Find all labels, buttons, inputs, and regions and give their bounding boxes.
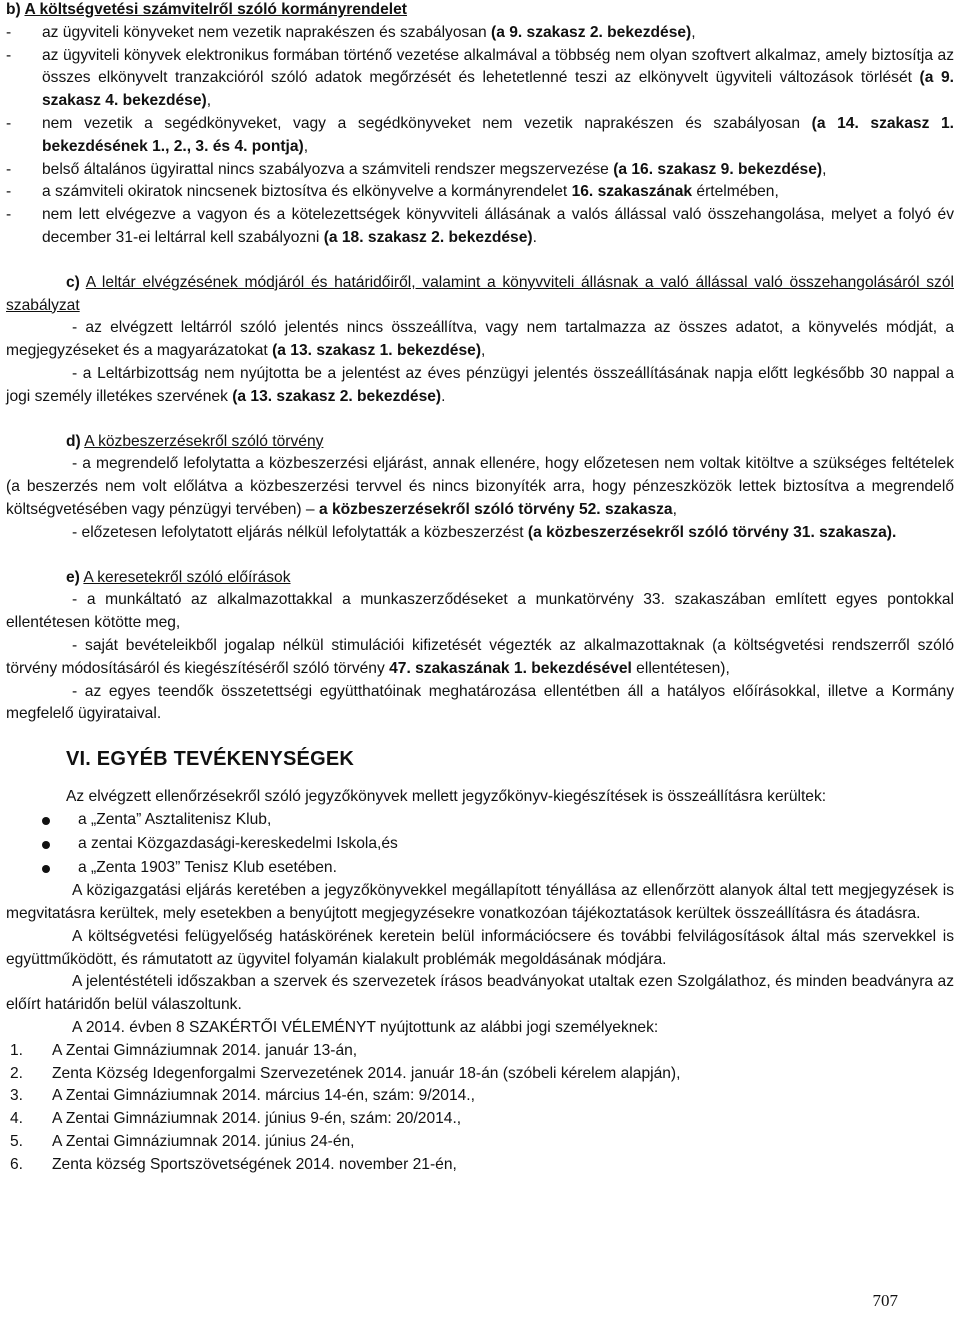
list-item-text [42,45,954,113]
section-c-heading: c) A leltár elvégzésének módjáról és határidőiről, valamint a könyvviteli állásnak a való állással való összehangolásáról szól szabályzat [6,273,954,314]
item-text-end: . [532,228,537,246]
list-item-text [42,159,954,182]
item-text-end: , [206,92,212,110]
item-text: belső általános ügyirattal nincs szabályozva a számviteli rendszer megszervezése [42,160,614,178]
list-item [6,45,954,113]
list-number: 3. [10,1087,24,1105]
paragraph: A 2014. évben 8 SZAKÉRTŐI VÉLEMÉNYT nyújtottunk az alábbi jogi személyeknek: [72,1019,659,1037]
section-e-title: A keresetekről szóló előírások [83,568,291,586]
list-item [6,833,954,857]
list-item-text: Zenta község Sportszövetségének 2014. november 21-én, [52,1155,457,1173]
list-dash: - [6,114,12,132]
list-dash: - [6,23,12,41]
list-item [6,1131,954,1154]
list-item [6,589,954,635]
list-item-text [42,113,954,159]
list-item [6,635,954,681]
list-item [6,159,954,182]
list-item [6,113,954,159]
item-text-end: értelmében, [692,183,779,201]
item-reference: (a 9. szakasz 2. bekezdése) [491,23,692,41]
item-text-end: ellentétesen), [631,659,730,677]
section-vi-paragraphs [6,880,954,1040]
item-text: nem lett elvégezve a vagyon és a kötelezettségek könyvviteli állásának a valós állással való összehangolása, melyet a folyó év december 31-ei leltárral kell szabályozni [42,206,954,246]
item-reference: a közbeszerzésekről szóló törvény 52. szakasza [318,500,673,518]
paragraph: A költségvetési felügyelőség hatáskörének keretein belül információcsere és további felvilágosítások által más szervekkel is együttműködött, és rámutatott az ügyvitel folyamán kialakult problémák megoldásának módjára. [6,927,954,968]
item-text: a számviteli okiratok nincsenek biztosítva és elkönyvelve a kormányrendelet [42,183,572,201]
section-c-title: A leltár elvégzésének módjáról és határidőiről, valamint a könyvviteli állásnak a való állással való összehangolásáról szól szabályzat [6,273,954,314]
list-item [6,181,954,204]
item-text-end: , [303,137,309,155]
item-reference: (a 13. szakasz 2. bekezdése) [232,387,442,405]
paragraph: A közigazgatási eljárás keretében a jegyzőkönyvekkel megállapított tényállása az ellenőrzött alanyok által tett megjegyzések is megvitatásra kerültek, mely esetekben a benyújtott megjegyzésekre vonatkozóan tájékoztatások kerültek összeállításra és átadásra. [6,882,954,923]
item-reference: (a 9. szakasz 4. bekezdése) [42,69,954,110]
item-reference: 47. szakaszának 1. bekezdésével [389,659,632,677]
list-item [6,857,954,881]
bullet-text: a zentai Közgazdasági-kereskedelmi Iskola,és [78,834,398,852]
list-item-text: Zenta Község Idegenforgalmi Szervezetének 2014. január 18-án (szóbeli kérelem alapján), [52,1064,681,1082]
paragraph: A jelentéstételi időszakban a szervek és szervezetek írásos beadványokat utaltak ezen Szolgálathoz, és minden beadványra az előírt határidőn belül válaszoltunk. [6,973,954,1014]
list-dash: - [6,46,12,64]
bullet-text: a „Zenta 1903” Tenisz Klub esetében. [78,858,337,876]
item-text-end: , [481,342,486,360]
item-text: - a Leltárbizottság nem nyújtotta be a jelentést az éves pénzügyi jelentés összeállításának napja előtt legkésőbb 30 nappal a jogi személy illetékes szervének [6,364,954,405]
item-text: - saját bevételeikből jogalap nélkül stimulációi kifizetését végezték az alkalmazottaknak (a költségvetési rendszerről szóló törvény módosításáról és kiegészítéséről szóló törvény [6,636,954,677]
item-reference: (a 14. szakasz 1. bekezdésének 1., 2., 3. és 4. pontja) [42,114,954,155]
list-item-text [42,204,954,250]
item-reference: (a 13. szakasz 1. bekezdése) [272,342,482,360]
bullet-icon [42,817,50,825]
section-d-list [6,453,954,544]
item-text: nem vezetik a segédkönyveket, vagy a segédkönyveket nem vezetik naprakészen és szabályosan [42,114,812,132]
item-text: az ügyviteli könyveket nem vezetik naprakészen és szabályosan [42,23,491,41]
list-number: 5. [10,1133,24,1151]
section-d-title: A közbeszerzésekről szóló törvény [84,432,324,450]
item-text: - az egyes teendők összetettségi együtthatóinak meghatározása ellentétben áll a hatályos előírásokkal, illetve a Kormány megfelelő ügyirataival. [6,682,954,723]
section-b-heading: b) A költségvetési számvitelről szóló kormányrendelet [6,1,407,18]
section-b-title: A költségvetési számvitelről szóló kormányrendelet [24,1,407,18]
list-item [6,522,954,545]
item-reference: (a közbeszerzésekről szóló törvény 31. szakasza). [527,523,897,541]
list-dash: - [6,160,12,178]
item-text-end: . [441,387,446,405]
item-reference: 16. szakaszának [571,183,693,201]
list-item [6,22,954,45]
list-item [6,453,954,521]
section-vi-intro: Az elvégzett ellenőrzésekről szóló jegyzőkönyvek mellett jegyzőkönyv-kiegészítések is összeállításra kerültek: [66,788,827,806]
bullet-icon [42,865,50,873]
list-item [6,363,954,409]
list-item [6,1063,954,1086]
list-item-text [42,181,954,204]
item-text-end: , [691,23,696,41]
list-item [6,317,954,363]
document-content [6,0,954,1177]
page-number: 707 [872,1291,898,1310]
item-text: - előzetesen lefolytatott eljárás nélkül lefolytatták a közbeszerzést [72,523,528,541]
list-item [6,1154,954,1177]
section-d-heading: d) A közbeszerzésekről szóló törvény [66,432,324,450]
list-item [6,1108,954,1131]
list-item-text: A Zentai Gimnáziumnak 2014. március 14-én, szám: 9/2014., [52,1087,475,1105]
list-item [6,204,954,250]
list-number: 2. [10,1064,24,1082]
item-reference: (a 18. szakasz 2. bekezdése) [323,228,533,246]
item-text: az ügyviteli könyvek elektronikus formában történő vezetése alkalmával a többség nem olyan szoftvert alkalmaz, amely biztosítja az összes elkönyvelt tranzakcióról szóló adatok megőrzését és lehetetlenné teszi az elkönyvelt ügyviteli változások törlését [42,46,954,87]
item-reference: (a 16. szakasz 9. bekezdése) [613,160,823,178]
list-number: 6. [10,1155,24,1173]
list-item [6,1040,954,1063]
list-dash: - [6,183,12,201]
section-e-heading: e) A keresetekről szóló előírások [66,568,291,586]
section-e-list [6,589,954,726]
list-item [6,809,954,833]
item-text: - a megrendelő lefolytatta a közbeszerzési eljárást, annak ellenére, hogy előzetesen nem voltak kitöltve a szükséges feltételek (a beszerzés nem volt előlátva a közbeszerzési tervvel és nincs bizonyíték arra, hogy pénzeszközök lettek biztosítva a megrendelő költségvetésében vagy pénzügyi tervében) – [6,455,954,518]
list-item-text: A Zentai Gimnáziumnak 2014. június 9-én, szám: 20/2014., [52,1110,462,1128]
list-item [6,1085,954,1108]
section-b-list [6,22,954,250]
list-number: 4. [10,1110,24,1128]
list-dash: - [6,206,12,224]
list-item-text: A Zentai Gimnáziumnak 2014. június 24-én, [52,1133,355,1151]
section-vi-title: VI. EGYÉB TEVÉKENYSÉGEK [66,748,355,771]
list-item [6,681,954,727]
list-item-text: A Zentai Gimnáziumnak 2014. január 13-án, [52,1041,358,1059]
bullet-text: a „Zenta” Asztalitenisz Klub, [78,810,272,828]
item-text-end: , [672,500,677,518]
item-text: - az elvégzett leltárról szóló jelentés nincs összeállítva, vagy nem tartalmazza az összes adatot, a könyvelés módját, a megjegyzéseket és a magyarázatokat [6,319,954,360]
bullet-icon [42,841,50,849]
section-vi-numbered-list [6,1040,954,1177]
list-item-text [42,22,954,45]
section-vi-bullet-list [6,809,954,880]
section-c-list [6,317,954,408]
list-number: 1. [10,1041,24,1059]
item-text: - a munkáltató az alkalmazottakkal a munkaszerződéseket a munkatörvény 33. szakaszában említett egyes pontokkal ellentétesen kötötte meg, [6,591,954,632]
item-text-end: , [822,160,827,178]
